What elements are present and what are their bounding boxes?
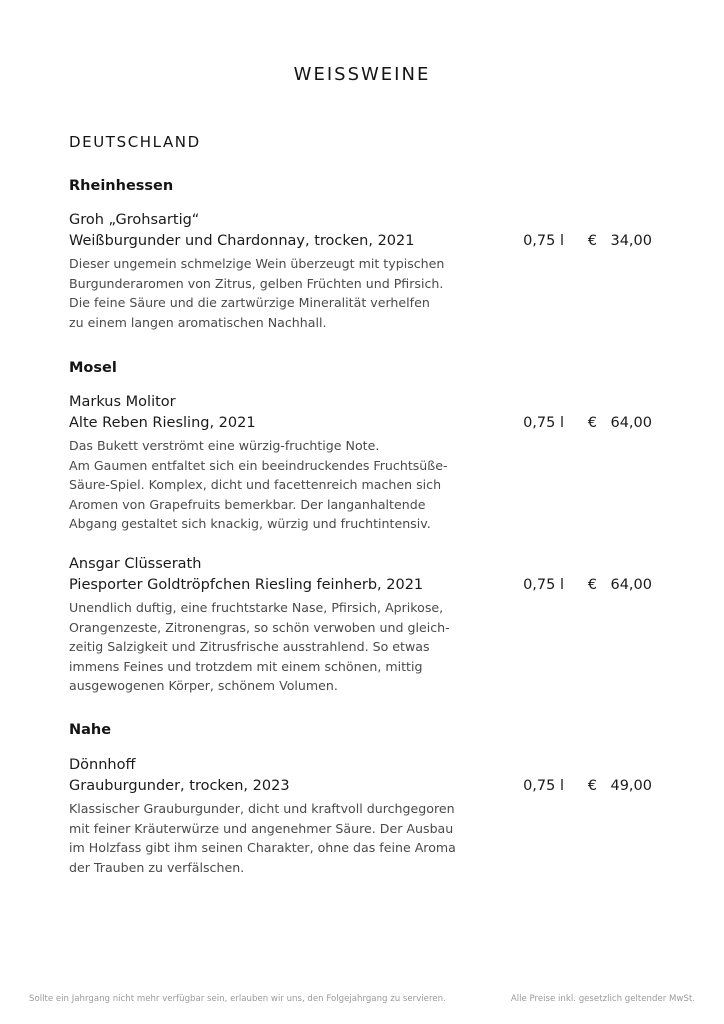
- wine-name: Grauburgunder, trocken, 2023: [69, 778, 290, 794]
- wine-entry: [69, 554, 659, 696]
- description-line: der Trauben zu verfälschen.: [69, 859, 245, 875]
- region-heading-mosel: Mosel: [69, 360, 117, 376]
- wine-entry: [69, 755, 659, 877]
- description-line: Abgang gestaltet sich knackig, würzig und fruchtintensiv.: [69, 516, 431, 531]
- description-line: Aromen von Grapefruits bemerkbar. Der langanhaltende: [69, 496, 426, 512]
- wine-name: Alte Reben Riesling, 2021: [69, 415, 256, 431]
- wine-producer: Dönnhoff: [69, 757, 136, 773]
- description-line: Die feine Säure und die zartwürzige Mineralität verhelfen: [69, 295, 430, 310]
- description-line: Säure-Spiel. Komplex, dicht und facettenreich machen sich: [69, 477, 442, 492]
- description-line: Das Bukett verströmt eine würzig-fruchtige Note.: [69, 438, 380, 453]
- wine-producer: Ansgar Clüsserath: [69, 556, 202, 572]
- wine-producer: Groh „Grohsartig“: [69, 212, 200, 228]
- description-line: Dieser ungemein schmelzige Wein überzeugt mit typischen: [69, 256, 445, 271]
- description-line: Burgunderaromen von Zitrus, gelben Früchten und Pfirsich.: [69, 275, 444, 291]
- description-line: zeitig Salzigkeit und Zitrusfrische ausstrahlend. So etwas: [69, 639, 430, 654]
- description-line: mit feiner Kräuterwürze und angenehmer Säure. Der Ausbau: [69, 820, 454, 836]
- wine-volume: 0,75 l: [523, 233, 564, 249]
- wine-entry: [69, 210, 659, 332]
- wine-currency: €: [587, 233, 597, 249]
- wine-price: 34,00: [610, 233, 652, 249]
- wine-currency: €: [587, 778, 597, 794]
- footer-vintage-note: Sollte ein Jahrgang nicht mehr verfügbar sein, erlauben wir uns, den Folgejahrgang zu servieren.: [29, 994, 446, 1004]
- description-line: immens Feines und trotzdem mit einem schönen, mittig: [69, 658, 423, 674]
- description-line: Am Gaumen entfaltet sich ein beeindruckendes Fruchtsüße-: [69, 457, 448, 473]
- page-title: WEISSWEINE: [293, 64, 431, 85]
- wine-description: [69, 799, 469, 877]
- description-line: zu einem langen aromatischen Nachhall.: [69, 314, 327, 330]
- wine-description: [69, 254, 469, 332]
- description-line: Klassischer Grauburgunder, dicht und kraftvoll durchgegoren: [69, 801, 455, 816]
- wine-description: [69, 598, 469, 696]
- wine-volume: 0,75 l: [523, 415, 564, 431]
- wine-price: 64,00: [610, 415, 652, 431]
- wine-entry: [69, 392, 659, 534]
- wine-description: [69, 436, 469, 534]
- footer-tax-note: Alle Preise inkl. gesetzlich geltender MwSt.: [510, 994, 695, 1004]
- wine-currency: €: [587, 577, 597, 593]
- wine-price: 49,00: [610, 778, 652, 794]
- description-line: im Holzfass gibt ihm seinen Charakter, ohne das feine Aroma: [69, 840, 456, 855]
- wine-volume: 0,75 l: [523, 577, 564, 593]
- region-heading-nahe: Nahe: [69, 722, 112, 738]
- wine-producer: Markus Molitor: [69, 394, 176, 410]
- description-line: Orangenzeste, Zitronengras, so schön verwoben und gleich-: [69, 619, 450, 635]
- description-line: Unendlich duftig, eine fruchtstarke Nase, Pfirsich, Aprikose,: [69, 600, 444, 615]
- wine-volume: 0,75 l: [523, 778, 564, 794]
- wine-price: 64,00: [610, 577, 652, 593]
- country-heading: DEUTSCHLAND: [69, 133, 201, 151]
- region-heading-rheinhessen: Rheinhessen: [69, 178, 174, 194]
- wine-currency: €: [587, 415, 597, 431]
- description-line: ausgewogenen Körper, schönem Volumen.: [69, 678, 338, 693]
- wine-name: Piesporter Goldtröpfchen Riesling feinherb, 2021: [69, 577, 424, 593]
- wine-name: Weißburgunder und Chardonnay, trocken, 2021: [69, 233, 415, 249]
